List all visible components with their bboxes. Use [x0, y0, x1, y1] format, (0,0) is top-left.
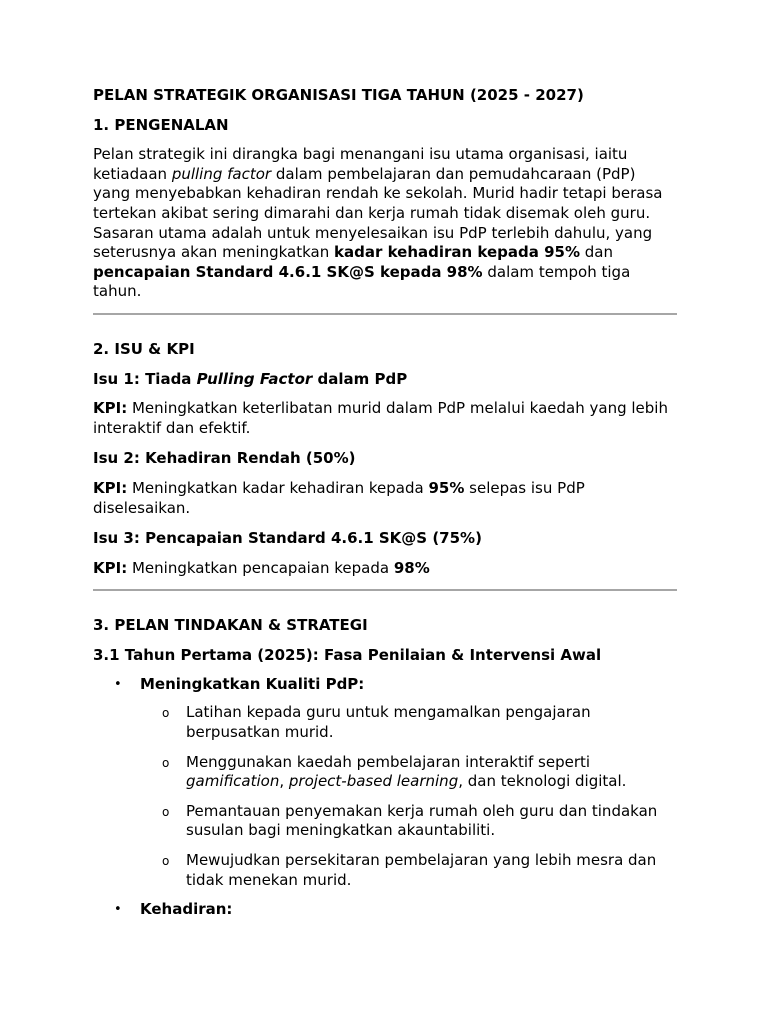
- intro-italic-pulling-factor: pulling factor: [171, 164, 272, 183]
- issue-3-heading: Isu 3: Pencapaian Standard 4.6.1 SK@S (75%): [93, 529, 482, 548]
- sub-bullet-icon: o: [162, 755, 170, 770]
- sub-list-item-text: Latihan kepada guru untuk mengamalkan pengajaran berpusatkan murid.: [186, 703, 591, 742]
- intro-text-4: dalam tempoh tiga tahun.: [93, 262, 631, 301]
- intro-text-1: Pelan strategik ini dirangka bagi menangani isu utama organisasi, iaitu ketiadaan: [93, 145, 628, 183]
- kpi-1-text: Meningkatkan keterlibatan murid dalam PdP melalui kaedah yang lebih interaktif dan efektif.: [93, 399, 668, 437]
- kpi-label: KPI:: [93, 399, 128, 418]
- section-2-heading: 2. ISU & KPI: [93, 339, 195, 358]
- kpi-3: [93, 559, 677, 579]
- sub-list-item: [140, 851, 677, 890]
- list-item-label: Kehadiran:: [140, 900, 233, 919]
- intro-text-2: dalam pembelajaran dan pemudahcaraan (PdP) yang menyebabkan kehadiran rendah ke sekolah. Murid hadir tetapi berasa tertekan akibat sering dimarahi dan kerja rumah tidak disemak oleh guru. Sasaran utama adalah untuk menyelesaikan isu PdP terlebih dahulu, yang seterusnya akan meningkatkan: [93, 164, 663, 262]
- kpi-1: [93, 399, 677, 438]
- sub-list-item: [140, 703, 677, 742]
- intro-bold-standard-target: pencapaian Standard 4.6.1 SK@S kepada 98%: [93, 262, 483, 281]
- issue-1-heading: [93, 370, 677, 390]
- sub-bullet-icon: o: [162, 706, 170, 721]
- kpi-label: KPI:: [93, 478, 128, 497]
- kpi-2-text-end: selepas isu PdP diselesaikan.: [93, 478, 585, 517]
- intro-paragraph: [93, 145, 677, 302]
- sub-list-item-text: [186, 753, 677, 792]
- spacer: [93, 315, 677, 340]
- sub-bullet-icon: o: [162, 854, 170, 869]
- sub-item-italic-pbl: project-based learning: [288, 772, 459, 791]
- section-3-heading: 3. PELAN TINDAKAN & STRATEGI: [93, 616, 368, 635]
- intro-text-3: dan: [580, 243, 614, 262]
- list-item-label: Meningkatkan Kualiti PdP:: [140, 675, 365, 694]
- document-title: PELAN STRATEGIK ORGANISASI TIGA TAHUN (2025 - 2027): [93, 86, 584, 104]
- bullet-icon: •: [114, 902, 122, 918]
- list-item: [93, 675, 677, 890]
- issue-1-italic: Pulling Factor: [196, 369, 313, 388]
- bullet-icon: •: [114, 677, 122, 693]
- sub-list-item-text: Mewujudkan persekitaran pembelajaran yang lebih mesra dan tidak menekan murid.: [186, 851, 657, 889]
- sub-bullet-icon: o: [162, 804, 170, 819]
- spacer: [93, 591, 677, 616]
- issue-1-label: Isu 1: Tiada: [93, 369, 197, 388]
- subsection-3-1-heading: 3.1 Tahun Pertama (2025): Fasa Penilaian & Intervensi Awal: [93, 645, 602, 664]
- sub-list-item-text: Pemantauan penyemakan kerja rumah oleh guru dan tindakan susulan bagi meningkatkan akauntabiliti.: [186, 801, 658, 840]
- kpi-label: KPI:: [93, 558, 128, 577]
- list-item: [93, 900, 677, 918]
- action-list: [93, 675, 677, 918]
- intro-bold-attendance-target: kadar kehadiran kepada 95%: [334, 243, 581, 262]
- sub-item-text: Menggunakan kaedah pembelajaran interaktif seperti: [186, 752, 591, 771]
- kpi-2-text: Meningkatkan kadar kehadiran kepada: [127, 478, 429, 497]
- kpi-2-target: 95%: [428, 478, 465, 497]
- document-body: [93, 86, 677, 928]
- sub-list-item: [140, 753, 677, 792]
- kpi-3-target: 98%: [393, 558, 430, 577]
- section-1-heading: 1. PENGENALAN: [93, 115, 229, 134]
- kpi-3-text: Meningkatkan pencapaian kepada: [127, 558, 394, 577]
- issue-2-heading: Isu 2: Kehadiran Rendah (50%): [93, 449, 356, 468]
- sub-list-item: [140, 802, 677, 841]
- issue-1-label-end: dalam PdP: [312, 369, 408, 388]
- sub-item-text: , dan teknologi digital.: [458, 772, 627, 791]
- kpi-2: [93, 479, 677, 518]
- sub-item-italic-gamification: gamification: [186, 772, 280, 791]
- sub-item-text: ,: [279, 772, 289, 791]
- sub-list: [140, 703, 677, 890]
